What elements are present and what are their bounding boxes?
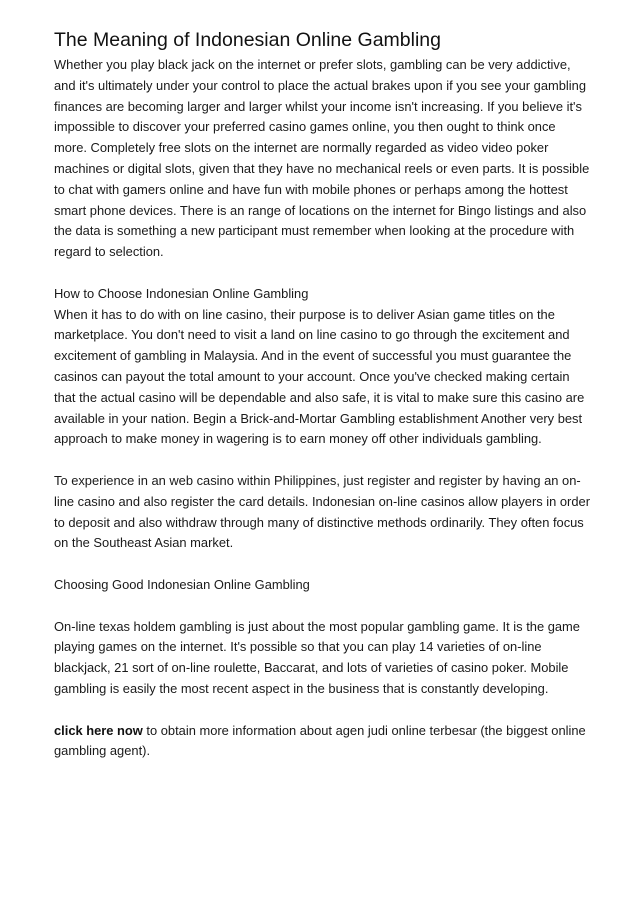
cta-paragraph: [54, 721, 590, 763]
section-paragraph-choosing-good: On-line texas holdem gambling is just about the most popular gambling game. It is the game playing games on the internet. It's possible so that you can play 14 varieties of on-line blackjack, 21 sort of on-line roulette, Baccarat, and lots of varieties of casino poker. Mobile gambling is easily the most recent aspect in the business that is constantly developing.: [54, 618, 580, 696]
paragraph-spacer: [54, 554, 590, 575]
intro-paragraph: Whether you play black jack on the internet or prefer slots, gambling can be very addictive, and it's ultimately under your control to place the actual brakes upon if you see your gambling finances are becoming larger and larger whilst your income isn't increasing. If you believe it's impossible to discover your preferred casino games online, you then ought to think once more. Completely free slots on the internet are normally regarded as video video poker machines or digital slots, given that they have no mechanical reels or even parts. It is possible to chat with gamers online and have fun with mobile phones or perhaps among the hottest smart phone devices. There is an range of locations on the internet for Bingo listings and also the data is something a new participant must remember when looking at the procedure with regard to selection.: [54, 57, 590, 260]
paragraph-spacer: [54, 450, 590, 471]
cta-text: to obtain more information about agen judi online terbesar (the biggest online gambling agent).: [54, 722, 586, 759]
click-here-link[interactable]: click here now: [54, 722, 143, 738]
document-page: [54, 28, 590, 762]
section-heading-how-to-choose: How to Choose Indonesian Online Gambling: [54, 285, 309, 301]
page-title: The Meaning of Indonesian Online Gambling: [54, 29, 441, 51]
paragraph-spacer: [54, 596, 590, 617]
section-heading-choosing-good: Choosing Good Indonesian Online Gambling: [54, 576, 310, 592]
paragraph-spacer: [54, 700, 590, 721]
section-paragraph-how-to-choose: When it has to do with on line casino, their purpose is to deliver Asian game titles on the marketplace. You don't need to visit a land on line casino to go through the excitement and excitement of gambling in Malaysia. And in the event of successful you must guarantee the casinos can payout the total amount to your account. Once you've checked making certain that the actual casino will be dependable and also safe, it is vital to make sure this casino are available in your nation. Begin a Brick-and-Mortar Gambling establishment Another very best approach to make money in wagering is to earn money off other individuals gambling.: [54, 306, 585, 447]
paragraph-spacer: [54, 263, 590, 284]
section-paragraph-philippines: To experience in an web casino within Philippines, just register and register by having an on-line casino and also register the card details. Indonesian on-line casinos allow players in order to deposit and also withdraw through many of distinctive methods ordinarily. They often focus on the Southeast Asian market.: [54, 472, 590, 551]
